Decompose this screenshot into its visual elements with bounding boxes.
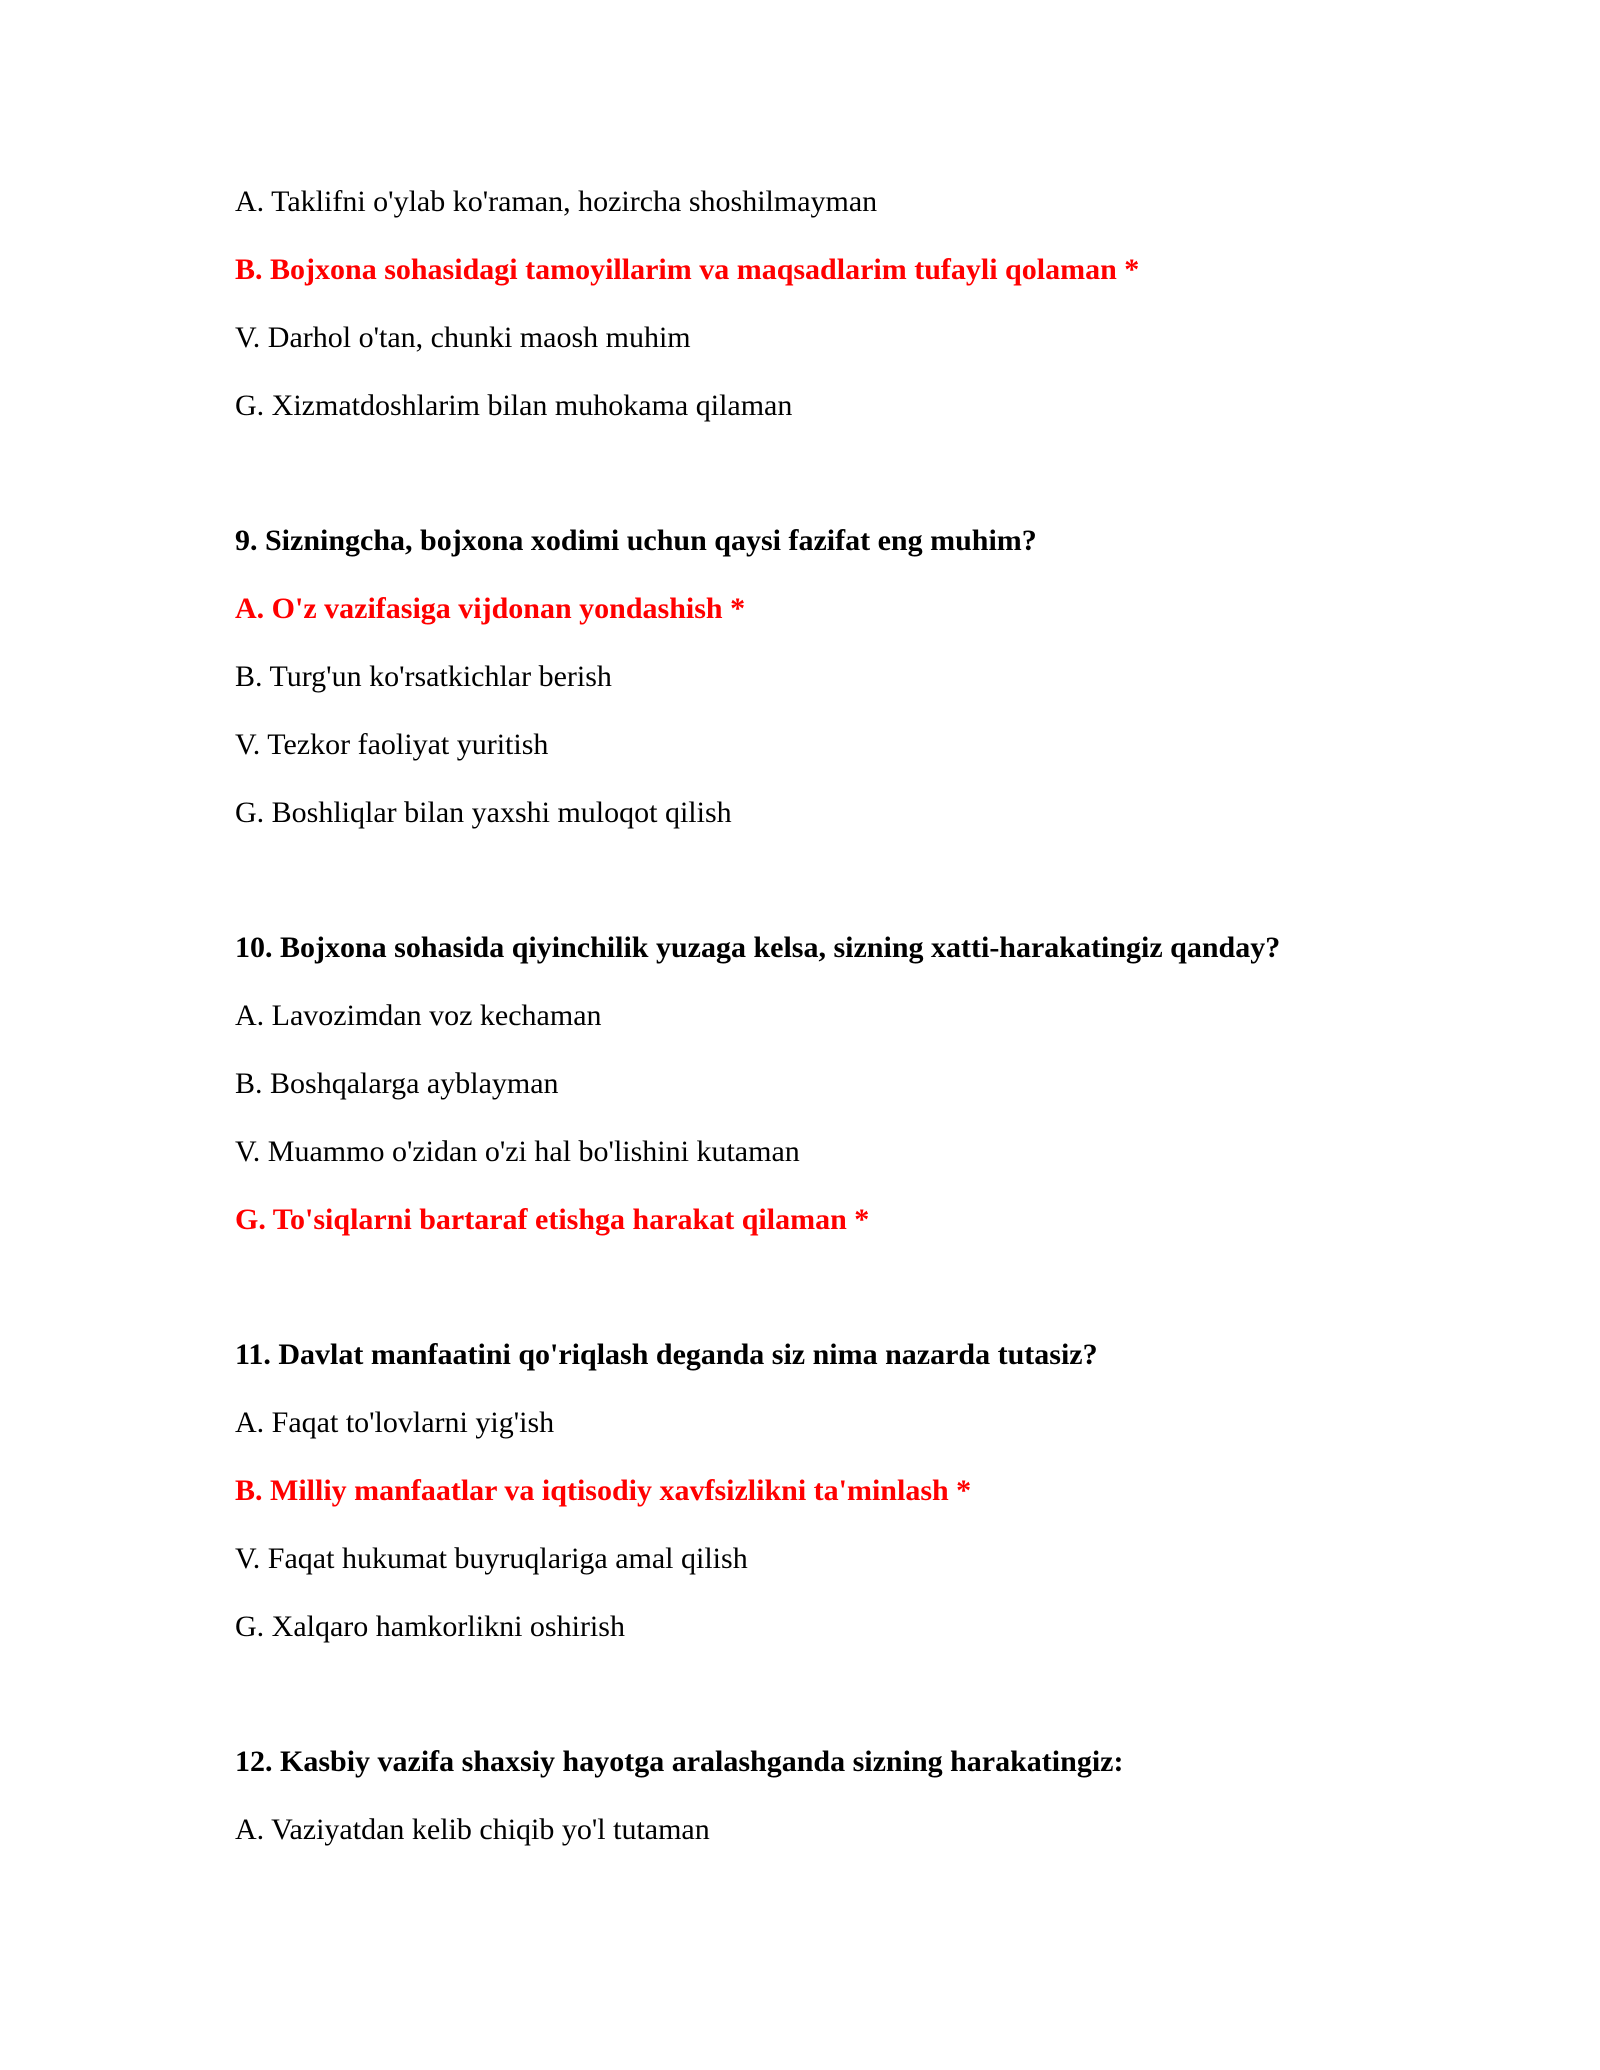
question-block-10: [235, 926, 1415, 1242]
spacer: [235, 452, 1415, 519]
option-11-v: V. Faqat hukumat buyruqlariga amal qilish: [235, 1542, 748, 1575]
option-11-a: A. Faqat to'lovlarni yig'ish: [235, 1406, 555, 1439]
spacer: [235, 1673, 1415, 1740]
question-block-9: [235, 519, 1415, 835]
question-10-text: 10. Bojxona sohasida qiyinchilik yuzaga kelsa, sizning xatti-harakatingiz qanday?: [235, 931, 1281, 964]
spacer: [235, 859, 1415, 926]
question-9-text: 9. Sizningcha, bojxona xodimi uchun qaysi fazifat eng muhim?: [235, 524, 1037, 557]
question-block-12: [235, 1740, 1415, 1852]
spacer: [235, 1266, 1415, 1333]
question-block-11: [235, 1333, 1415, 1649]
option-8-a: A. Taklifni o'ylab ko'raman, hozircha shoshilmayman: [235, 185, 878, 218]
option-10-g-correct: G. To'siqlarni bartaraf etishga harakat qilaman *: [235, 1203, 870, 1236]
option-10-v: V. Muammo o'zidan o'zi hal bo'lishini kutaman: [235, 1135, 800, 1168]
option-8-v: V. Darhol o'tan, chunki maosh muhim: [235, 321, 691, 354]
option-10-a: A. Lavozimdan voz kechaman: [235, 999, 602, 1032]
option-9-a-correct: A. O'z vazifasiga vijdonan yondashish *: [235, 592, 746, 625]
document-content: [235, 180, 1415, 1876]
option-11-g: G. Xalqaro hamkorlikni oshirish: [235, 1610, 625, 1643]
question-12-text: 12. Kasbiy vazifa shaxsiy hayotga aralashganda sizning harakatingiz:: [235, 1745, 1124, 1778]
option-10-b: B. Boshqalarga ayblayman: [235, 1067, 559, 1100]
option-8-b-correct: B. Bojxona sohasidagi tamoyillarim va maqsadlarim tufayli qolaman *: [235, 253, 1140, 286]
option-9-b: B. Turg'un ko'rsatkichlar berish: [235, 660, 612, 693]
option-9-v: V. Tezkor faoliyat yuritish: [235, 728, 549, 761]
question-11-text: 11. Davlat manfaatini qo'riqlash deganda siz nima nazarda tutasiz?: [235, 1338, 1098, 1371]
option-11-b-correct: B. Milliy manfaatlar va iqtisodiy xavfsizlikni ta'minlash *: [235, 1474, 972, 1507]
option-9-g: G. Boshliqlar bilan yaxshi muloqot qilish: [235, 796, 732, 829]
option-8-g: G. Xizmatdoshlarim bilan muhokama qilaman: [235, 389, 793, 422]
option-12-a: A. Vaziyatdan kelib chiqib yo'l tutaman: [235, 1813, 710, 1846]
question-block-8: [235, 180, 1415, 428]
